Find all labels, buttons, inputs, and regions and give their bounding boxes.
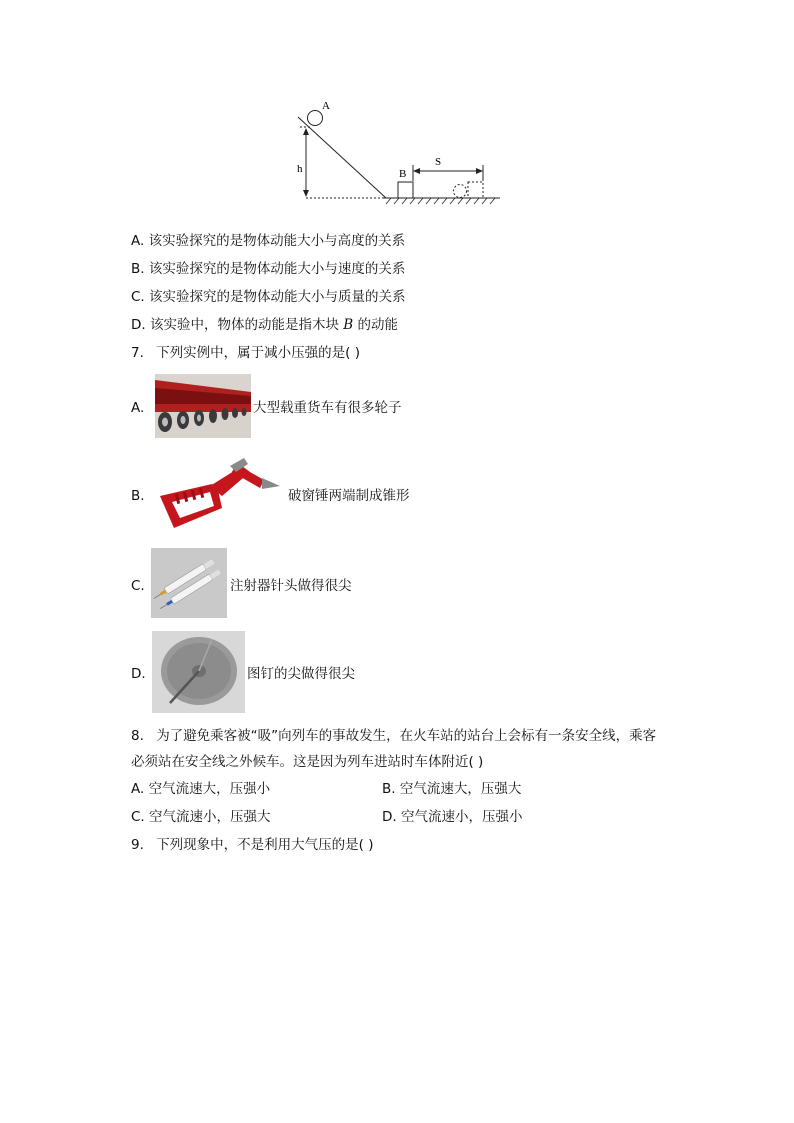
question-text: 下列实例中，属于减小压强的是( ) [156,345,361,361]
question-number: 8. [131,728,144,744]
q7-option-b-text: 破窗锤两端制成锥形 [288,488,410,504]
q8-option-b [382,779,521,799]
figure-label-a: A [322,100,330,112]
q6-option-d [131,315,398,335]
question-text: 下列现象中，不是利用大气压的是( ) [156,837,374,853]
q7-option-a-letter: A. [131,400,145,416]
option-text: 该实验探究的是物体动能大小与高度的关系 [148,233,406,249]
height-arrow-top [303,128,309,135]
q7-option-a-text: 大型载重货车有很多轮子 [253,400,402,416]
q8-stem-line1 [131,726,656,746]
q8-option-a [131,779,270,799]
option-letter: C. [131,809,145,825]
q7-option-b-letter: B. [131,488,145,504]
option-var: B [343,317,354,333]
q6-option-c [131,287,406,307]
height-arrow-bottom [303,190,309,197]
safety-hammer-photo [152,456,287,536]
experiment-figure [290,95,505,210]
option-text: 该实验探究的是物体动能大小与质量的关系 [149,289,406,305]
option-text: 空气流速大，压强大 [399,781,522,797]
q8-option-c [131,807,271,827]
truck-wheels-photo [155,374,251,438]
option-text: 空气流速小，压强小 [400,809,523,825]
option-letter: C. [131,289,145,305]
option-letter: A. [131,781,145,797]
ball-final-position [454,185,467,198]
figure-label-s: S [435,156,442,168]
option-text: 该实验探究的是物体动能大小与速度的关系 [148,261,406,277]
distance-arrow-left [413,168,420,174]
option-letter: D. [131,317,146,333]
option-letter: A. [131,233,145,249]
syringe-photo [151,548,227,618]
question-text: 为了避免乘客被“吸”向列车的事故发生，在火车站的站台上会标有一条安全线，乘客 [156,728,657,744]
option-letter: B. [382,781,396,797]
figure-label-h: h [297,163,303,175]
q7-stem [131,343,360,363]
q7-option-c-text: 注射器针头做得很尖 [230,578,352,594]
thumbtack-photo [152,631,245,713]
q9-stem [131,835,374,855]
ball-a [308,111,323,126]
option-letter: D. [382,809,397,825]
block-b [398,182,413,198]
q7-option-d-letter: D. [131,666,146,682]
figure-label-b: B [399,168,407,180]
q6-option-b [131,259,405,279]
ground-hatch [386,198,495,204]
incline [298,117,386,198]
question-number: 7. [131,345,144,361]
q7-option-c-letter: C. [131,578,145,594]
block-final-position [468,182,483,198]
q8-stem-line2: 必须站在安全线之外候车。这是因为列车进站时车体附近( ) [131,754,484,770]
option-text: 空气流速大，压强小 [148,781,271,797]
option-text: 的动能 [357,317,398,333]
question-number: 9. [131,837,144,853]
q6-option-a [131,231,405,251]
option-text: 该实验中，物体的动能是指木块 [149,317,339,333]
option-letter: B. [131,261,145,277]
q8-option-d [382,807,522,827]
q7-option-d-text: 图钉的尖做得很尖 [247,666,355,682]
option-text: 空气流速小，压强大 [149,809,271,825]
distance-arrow-right [476,168,483,174]
